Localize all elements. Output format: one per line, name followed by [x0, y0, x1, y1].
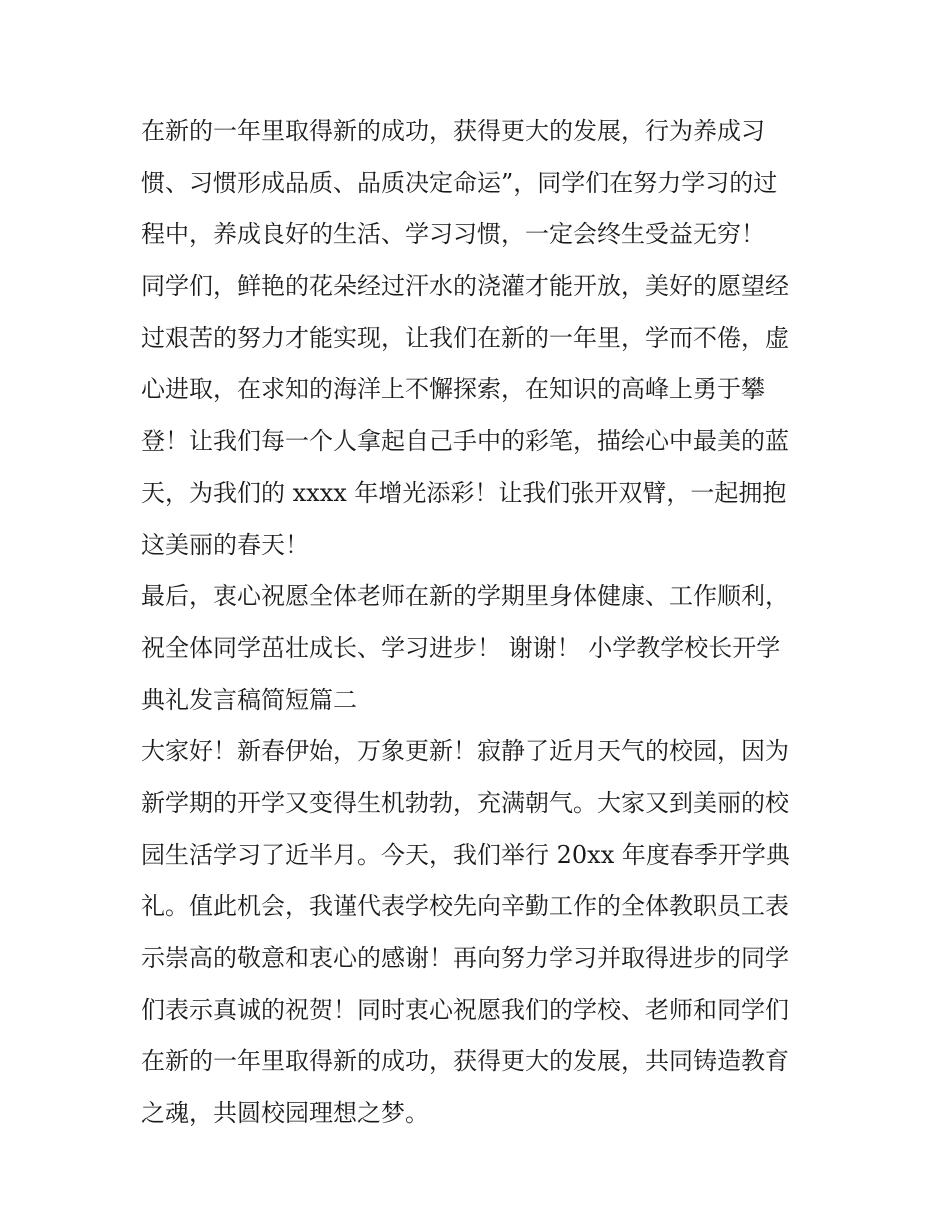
text-line: 同学们，鲜艳的花朵经过汗水的浇灌才能开放，美好的愿望经 [141, 272, 789, 301]
text-line: 示崇高的敬意和衷心的感谢！再向努力学习并取得进步的同学 [141, 944, 789, 972]
text-line: 礼。值此机会，我谨代表学校先向辛勤工作的全体教职员工表 [141, 892, 789, 921]
text-line: 最后，衷心祝愿全体老师在新的学期里身体健康、工作顺利， [141, 582, 789, 611]
text-line: 园生活学习了近半月。今天，我们举行 20xx 年度春季开学典 [141, 840, 790, 869]
text-line: 过艰苦的努力才能实现，让我们在新的一年里，学而不倦，虚 [141, 323, 789, 352]
text-line: 大家好！新春伊始，万象更新！寂静了近月天气的校园，因为 [141, 737, 789, 766]
text-line: 典礼发言稿简短篇二 [141, 685, 357, 714]
text-line: 新学期的开学又变得生机勃勃，充满朝气。大家又到美丽的校 [141, 788, 789, 817]
body-text [141, 106, 831, 1140]
text-line: 之魂，共圆校园理想之梦。 [141, 1099, 429, 1128]
text-line: 在新的一年里取得新的成功，获得更大的发展，共同铸造教育 [141, 1047, 789, 1076]
text-line: 惯、习惯形成品质、品质决定命运”，同学们在努力学习的过 [141, 168, 778, 197]
text-line: 这美丽的春天！ [141, 530, 309, 559]
text-line: 心进取，在求知的海洋上不懈探索，在知识的高峰上勇于攀 [141, 375, 765, 404]
text-line: 登！让我们每一个人拿起自己手中的彩笔，描绘心中最美的蓝 [141, 427, 789, 456]
text-line: 祝全体同学茁壮成长、学习进步！ 谢谢！ 小学教学校长开学 [141, 633, 781, 662]
text-line: 们表示真诚的祝贺！同时衷心祝愿我们的学校、老师和同学们 [141, 995, 789, 1024]
text-line: 天，为我们的 xxxx 年增光添彩！让我们张开双臂，一起拥抱 [141, 478, 787, 507]
text-line: 程中，养成良好的生活、学习习惯，一定会终生受益无穷！ [141, 220, 765, 249]
text-line: 在新的一年里取得新的成功，获得更大的发展，行为养成习 [141, 117, 765, 145]
